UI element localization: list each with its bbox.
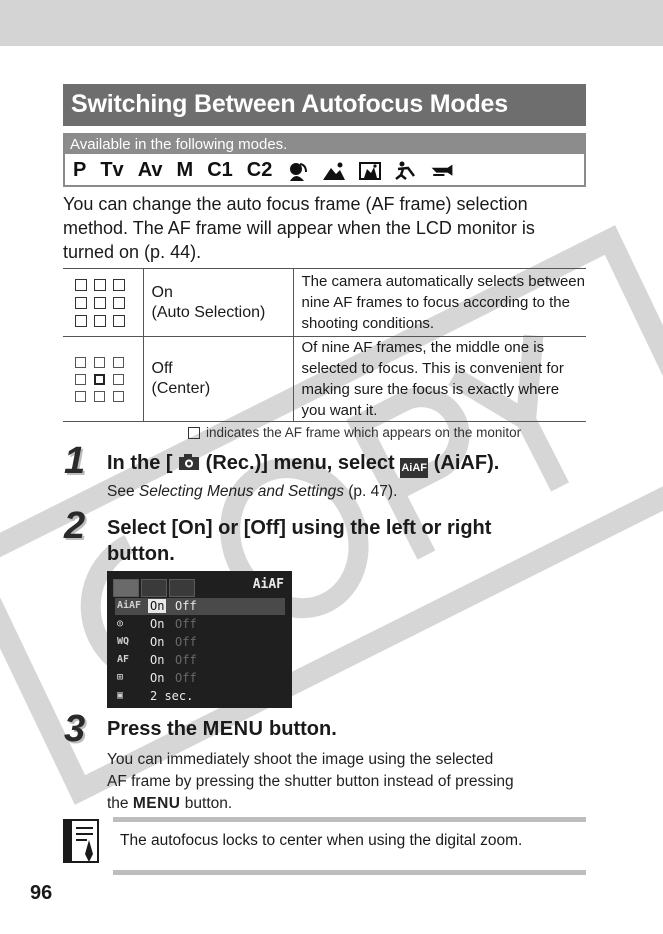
note-box (63, 814, 586, 874)
step-number-1: 1 (64, 440, 86, 482)
available-modes-box (63, 133, 586, 187)
page-number: 96 (30, 882, 53, 904)
lcd-value: On (150, 599, 165, 613)
night-scene-mode-icon (358, 161, 382, 181)
af-frame-legend-text: indicates the AF frame which appears on the monitor (206, 425, 522, 440)
step-3-body-line (107, 793, 514, 815)
self-timer-menu-icon: ◎ (117, 618, 124, 629)
step-1-title-part: (AiAF). (433, 452, 500, 474)
step-1-title-part: (Rec.)] menu, select (205, 452, 395, 474)
intro-paragraph: You can change the auto focus frame (AF frame) selection method. The AF frame will appear when the LCD monitor is turned on (p. 44). (63, 194, 535, 262)
lcd-value: Off (175, 653, 197, 667)
mode-c1-label: C1 (207, 159, 233, 181)
af-setting-on-detail: (Auto Selection) (151, 303, 266, 321)
lcd-menu-row (115, 652, 285, 669)
lcd-menu-tabs (111, 575, 191, 597)
step-3-body (107, 749, 514, 815)
mode-tv-label: Tv (100, 159, 124, 181)
mode-av-label: Av (137, 159, 163, 181)
available-modes-heading (65, 135, 584, 154)
top-band (0, 0, 663, 46)
step-1-body (107, 481, 397, 503)
lcd-value: On (150, 653, 165, 667)
step-3-title (107, 716, 337, 742)
step-1-title-part: In the [ (107, 452, 173, 474)
step-3-body-part: button. (180, 795, 233, 812)
step-2-title-line: Select [On] or [Off] using the left or right (107, 517, 492, 539)
af-description-off: Of nine AF frames, the middle one is selected to focus. This is convenient for making sure the focus is exactly where you want it. (293, 337, 586, 422)
lcd-menu-row (115, 634, 285, 651)
wide-quality-menu-icon: WQ (117, 636, 130, 647)
af-frame-grid-center-icon (63, 337, 143, 422)
movie-mode-icon (430, 161, 454, 181)
lcd-menu-row (115, 670, 285, 687)
setup-menu-tab (141, 579, 167, 597)
rec-menu-tab (113, 579, 139, 597)
aiaf-menu-icon: AiAF (117, 600, 142, 611)
camera-icon (178, 453, 200, 471)
step-1-reference: Selecting Menus and Settings (138, 483, 344, 500)
lcd-menu-row (115, 598, 285, 615)
note-top-rule (113, 817, 586, 822)
note-bottom-rule (113, 870, 586, 875)
step-1-body-part: (p. 47). (343, 483, 398, 500)
grid-menu-icon: ⊞ (117, 672, 124, 683)
mode-c2-label: C2 (246, 159, 273, 181)
lcd-value: Off (175, 635, 197, 649)
portrait-mode-icon (286, 161, 310, 181)
step-3-title-part: Press the (107, 718, 203, 740)
step-number-2: 2 (64, 505, 86, 547)
step-3-title-part: button. (263, 718, 337, 740)
af-setting-off: Off (151, 360, 173, 377)
lcd-value: Off (175, 671, 197, 685)
menu-button-icon: MENU (132, 795, 181, 812)
af-frame-legend (188, 425, 521, 440)
step-2-title (107, 515, 491, 567)
page-title: Switching Between Autofocus Modes (71, 90, 508, 118)
available-modes-heading-text: Available in the following modes. (70, 136, 288, 153)
step-3-body-line: AF frame by pressing the shutter button instead of pressing (107, 773, 514, 790)
lcd-value: 2 sec. (150, 689, 194, 703)
mode-icons-row (73, 157, 466, 184)
note-icon (63, 814, 101, 864)
lcd-menu-row (115, 616, 285, 633)
landscape-mode-icon (322, 161, 346, 181)
af-frame-square-icon (188, 427, 200, 439)
af-setting-cell (143, 337, 293, 422)
section-title-bar (63, 84, 586, 126)
lcd-menu-screenshot (107, 571, 292, 708)
lcd-menu-title: AiAF (252, 577, 284, 592)
step-2-title-line: button. (107, 543, 175, 565)
af-table-row-off (63, 337, 586, 422)
mode-m-label: M (176, 159, 194, 181)
af-table-row-on (63, 269, 586, 337)
af-setting-on: On (151, 283, 173, 301)
lcd-menu-row (115, 688, 285, 705)
af-frame-grid-all-icon (63, 269, 143, 337)
af-mode-table (63, 268, 586, 422)
step-3-body-line: You can immediately shoot the image using the selected (107, 751, 494, 768)
af-setting-cell (143, 269, 293, 337)
step-1-title (107, 450, 499, 478)
af-description-on: The camera automatically selects between nine AF frames to focus according to the shooting conditions. (293, 269, 586, 337)
lcd-value: Off (175, 617, 197, 631)
menu-button-icon: MENU (202, 718, 264, 740)
mode-p-label: P (73, 159, 87, 181)
step-number-3: 3 (64, 708, 86, 750)
lcd-value: On (150, 635, 165, 649)
my-camera-menu-tab (169, 579, 195, 597)
sports-mode-icon (394, 161, 418, 181)
lcd-value: On (150, 617, 165, 631)
lcd-value: Off (175, 599, 197, 613)
af-setting-off-detail: (Center) (151, 380, 211, 397)
review-menu-icon: ▣ (117, 690, 124, 701)
step-3-body-part: the (107, 795, 133, 812)
af-assist-menu-icon: AF (117, 654, 130, 665)
lcd-value: On (150, 671, 165, 685)
step-1-body-part: See (107, 483, 139, 500)
aiaf-icon: AiAF (400, 458, 428, 478)
note-text: The autofocus locks to center when using the digital zoom. (120, 832, 523, 849)
